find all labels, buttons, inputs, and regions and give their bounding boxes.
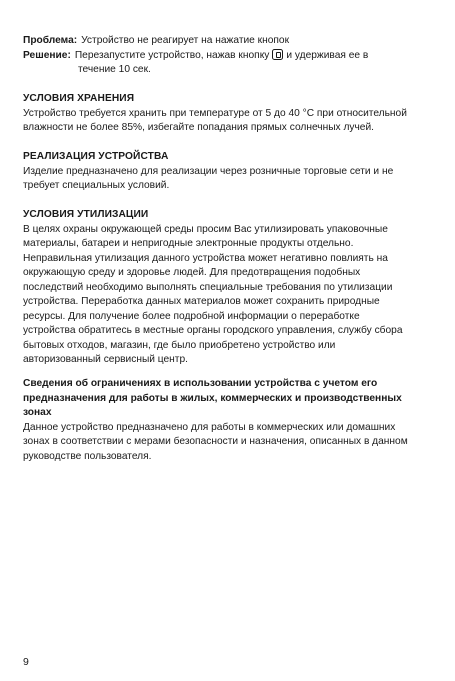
troubleshooting-block	[23, 34, 438, 78]
restrictions-heading-line: Сведения об ограничениях в использовании устройства с учетом его	[23, 378, 378, 389]
solution-row-2	[23, 63, 438, 78]
restrictions-heading-line: предназначения для работы в жилых, коммерческих и производственных	[23, 392, 402, 404]
problem-label: Проблема:	[23, 35, 78, 46]
restrictions-line: руководстве пользователя.	[23, 450, 152, 462]
sale-line: требует специальных условий.	[23, 180, 170, 191]
solution-label: Решение:	[23, 49, 71, 61]
disposal-line: авторизованный сервисный центр.	[23, 354, 188, 365]
disposal-line: материалы, батареи и непригодные электронные продукты отдельно.	[23, 238, 354, 249]
solution-row	[23, 49, 438, 64]
restrictions-line: Данное устройство предназначено для работы в коммерческих или домашних	[23, 421, 396, 433]
restrictions-heading-line: зонах	[23, 407, 52, 418]
storage-line: влажности не более 85%, избегайте попадания прямых солнечных лучей.	[23, 122, 374, 133]
disposal-line: устройства обратитесь в местные органы городского управления, службу сбора	[23, 325, 403, 336]
solution-text-line2: течение 10 сек.	[78, 64, 151, 75]
restrictions-section	[23, 377, 438, 464]
solution-text-after-icon: и удерживая ее в	[286, 49, 369, 61]
sale-section	[23, 150, 438, 194]
disposal-line: ресурсы. Для получение более подробной информации о переработке	[23, 310, 360, 322]
disposal-line: окружающую среду и здоровье людей. Для предотвращения подобных	[23, 267, 361, 278]
page-number: 9	[23, 656, 29, 668]
storage-line: Устройство требуется хранить при температуре от 5 до 40 °С при относительной	[23, 107, 407, 119]
storage-heading: УСЛОВИЯ ХРАНЕНИЯ	[23, 93, 135, 104]
power-button-icon	[272, 49, 283, 60]
disposal-line: последствий необходимо выполнять специальные требования по утилизации	[23, 281, 393, 293]
restrictions-line: зонах в соответствии с мерами безопасности и назначения, описанных в данном	[23, 436, 408, 447]
disposal-line: Неправильная утилизация данного устройства может негативно повлиять на	[23, 252, 388, 264]
solution-text-before-icon: Перезапустите устройство, нажав кнопку	[74, 49, 270, 61]
sale-heading: РЕАЛИЗАЦИЯ УСТРОЙСТВА	[23, 151, 169, 162]
problem-text: Устройство не реагирует на нажатие кнопок	[81, 35, 290, 46]
sale-line: Изделие предназначено для реализации через розничные торговые сети и не	[23, 165, 394, 177]
problem-row	[23, 34, 438, 49]
storage-section	[23, 92, 438, 136]
disposal-line: устройства. Переработка данных материалов может сохранить природные	[23, 296, 380, 307]
disposal-line: бытовых отходов, магазин, где было приобретено устройство или	[23, 339, 336, 351]
disposal-heading: УСЛОВИЯ УТИЛИЗАЦИИ	[23, 209, 149, 220]
disposal-section	[23, 208, 438, 368]
disposal-line: В целях охраны окружающей среды просим Вас утилизировать упаковочные	[23, 223, 388, 235]
